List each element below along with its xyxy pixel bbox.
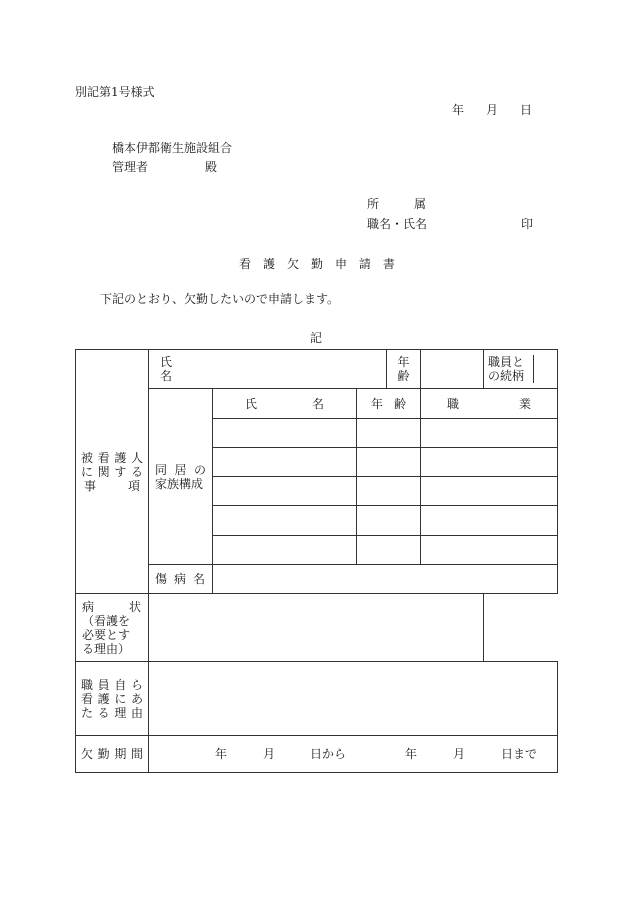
form-number: 別記第1号様式 [75, 85, 155, 99]
family-age-cell[interactable] [357, 536, 421, 565]
dept-label-1: 所 [367, 197, 380, 211]
period-end-day: 日まで [501, 747, 538, 761]
period-start-month: 月 [263, 747, 276, 761]
relation-label: 職員と の続柄 [484, 355, 534, 383]
relation-cell [484, 350, 558, 389]
family-job-cell[interactable] [421, 506, 558, 536]
family-name-cell[interactable] [213, 506, 357, 536]
addressee-title: 管理者 [112, 160, 149, 174]
family-structure-label: 同 居 の 家族構成 [149, 389, 213, 565]
patient-name-value[interactable] [213, 350, 387, 389]
leave-application-table [75, 349, 558, 773]
section-label-patient: 被 看 護 人 に 関 す る 事 項 [76, 350, 149, 594]
intro-text: 下記のとおり、欠勤したいので申請します。 [100, 292, 340, 306]
illness-name-label: 傷 病 名 [149, 565, 213, 594]
family-job-cell[interactable] [421, 419, 558, 448]
condition-label: 病 状 （看護を 必要とす る理由） [76, 594, 149, 662]
date-day: 日 [520, 103, 533, 117]
date-month: 月 [486, 103, 499, 117]
family-age-cell[interactable] [357, 506, 421, 536]
absence-period-value[interactable] [149, 736, 558, 773]
family-age-cell[interactable] [357, 477, 421, 506]
family-age-cell[interactable] [357, 448, 421, 477]
addressee-honorific: 殿 [205, 160, 218, 174]
family-header-job: 職 業 [421, 389, 558, 419]
seal-mark: 印 [521, 217, 534, 231]
name-label: 職名・氏名 [367, 217, 428, 231]
family-age-cell[interactable] [357, 419, 421, 448]
self-care-reason-label: 職 員 自 ら 看 護 に あ た る 理 由 [76, 662, 149, 736]
period-start-day: 日から [310, 747, 347, 761]
family-header-age: 年 齢 [357, 389, 421, 419]
patient-age-value[interactable] [421, 350, 484, 389]
family-name-cell[interactable] [213, 477, 357, 506]
family-name-cell[interactable] [213, 448, 357, 477]
family-name-cell[interactable] [213, 419, 357, 448]
period-start-year: 年 [215, 747, 228, 761]
relation-value[interactable] [534, 355, 558, 383]
illness-name-value[interactable] [213, 565, 558, 594]
period-end-year: 年 [405, 747, 418, 761]
ki-label: 記 [310, 331, 323, 345]
family-job-cell[interactable] [421, 536, 558, 565]
family-job-cell[interactable] [421, 477, 558, 506]
absence-period-label: 欠 勤 期 間 [76, 736, 149, 773]
condition-value[interactable] [149, 594, 484, 662]
period-end-month: 月 [453, 747, 466, 761]
dept-label-2: 属 [414, 197, 427, 211]
family-header-name: 氏 名 [213, 389, 357, 419]
family-job-cell[interactable] [421, 448, 558, 477]
document-title: 看 護 欠 勤 申 請 書 [239, 257, 395, 271]
family-name-cell[interactable] [213, 536, 357, 565]
date-year: 年 [452, 103, 465, 117]
patient-name-label: 氏 名 [149, 350, 213, 389]
addressee-org: 橋本伊都衛生施設組合 [112, 141, 233, 155]
self-care-reason-value[interactable] [149, 662, 558, 736]
patient-age-label: 年 齢 [387, 350, 421, 389]
